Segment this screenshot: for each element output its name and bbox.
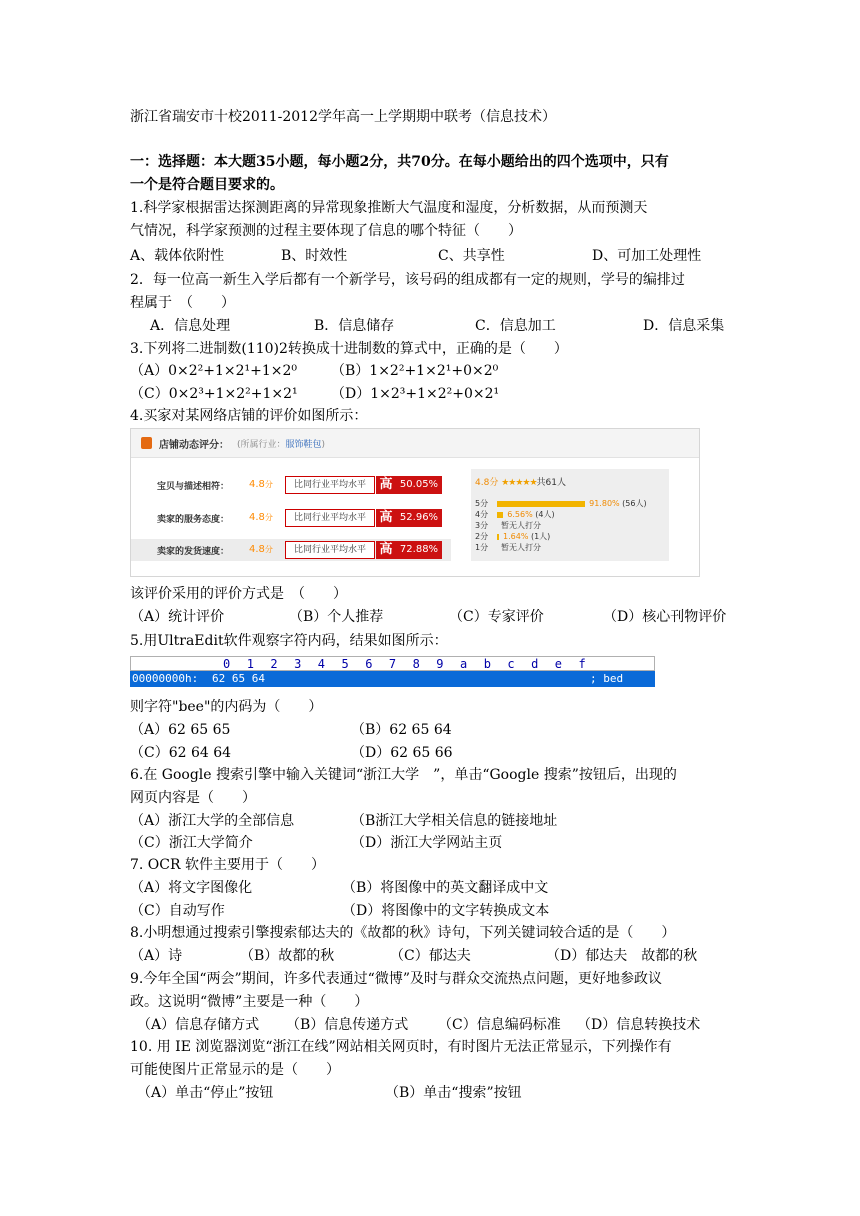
- hex-column-label: 6: [365, 657, 373, 671]
- ultraedit-figure: [130, 656, 655, 687]
- hex-column-label: a: [460, 657, 468, 671]
- question-9-option: （C）信息编码标准: [438, 1017, 561, 1033]
- question-1-stem: 气情况，科学家预测的过程主要体现了信息的哪个特征（ ）: [130, 223, 522, 239]
- question-1-option: C、共享性: [438, 248, 505, 264]
- industry-link: 服饰鞋包: [285, 440, 322, 450]
- hex-column-label: c: [507, 657, 515, 671]
- hex-column-label: e: [554, 657, 563, 671]
- question-4-option: （B）个人推荐: [289, 609, 384, 625]
- rating-label: 宝贝与描述相符：: [157, 482, 230, 492]
- question-1-option: D、可加工处理性: [592, 248, 702, 264]
- question-3-option: （C）0×2³+1×2²+1×2¹: [130, 386, 298, 402]
- distribution-text: 1.64% (1人): [503, 532, 551, 541]
- question-9-stem: 政。这说明“微博”主要是一种（ ）: [130, 994, 369, 1010]
- page-title: 浙江省瑞安市十校2011-2012学年高一上学期期中联考（信息技术）: [130, 109, 556, 125]
- question-8-option: （A）诗: [130, 948, 183, 964]
- question-7-stem: 7. OCR 软件主要用于（ ）: [130, 857, 325, 873]
- distribution-bar: [497, 501, 585, 507]
- rating-row: [131, 507, 451, 529]
- rating-score: 4.8分: [249, 544, 273, 555]
- compare-label: 比同行业平均水平: [285, 509, 375, 527]
- section-heading: 一：选择题：本大题35小题，每小题2分，共70分。在每小题给出的四个选项中，只有: [130, 154, 669, 170]
- distribution-bar: [497, 534, 499, 540]
- section-heading: 一个是符合题目要求的。: [130, 177, 284, 193]
- level-badge: 高: [376, 476, 396, 494]
- rating-score: 4.8分: [249, 512, 273, 523]
- question-8-stem: 8.小明想通过搜索引擎搜索郁达夫的《故都的秋》诗句，下列关键词较合适的是（ ）: [130, 925, 676, 941]
- rating-row: [131, 474, 451, 496]
- distribution-row: [475, 499, 665, 509]
- question-4-stem: 4.买家对某网络店铺的评价如图所示：: [130, 408, 368, 424]
- question-4-option: （D）核心刊物评价: [603, 609, 727, 625]
- distribution-label: 1分: [475, 543, 489, 552]
- question-3-option: （D）1×2³+1×2²+0×2¹: [331, 386, 500, 402]
- question-2-option: A．信息处理: [150, 318, 231, 334]
- question-4-option: （C）专家评价: [449, 609, 544, 625]
- question-7-option: （A）将文字图像化: [130, 880, 253, 896]
- distribution-row: [475, 521, 665, 531]
- question-2-option: C．信息加工: [475, 318, 556, 334]
- question-5-option: （D）62 65 66: [351, 745, 453, 761]
- question-1-option: B、时效性: [281, 248, 348, 264]
- level-badge: 高: [376, 509, 396, 527]
- question-2-option: B．信息储存: [314, 318, 395, 334]
- percent-badge: 72.88%: [396, 541, 442, 559]
- question-10-stem: 可能使图片正常显示的是（ ）: [130, 1062, 340, 1078]
- distribution-text: 91.80% (56人): [589, 499, 647, 508]
- question-5-option: （B）62 65 64: [351, 722, 452, 738]
- hex-column-label: 3: [294, 657, 302, 671]
- compare-label: 比同行业平均水平: [285, 476, 375, 494]
- hex-column-label: 1: [246, 657, 254, 671]
- hex-column-label: 8: [412, 657, 420, 671]
- question-9-stem: 9.今年全国“两会”期间，许多代表通过“微博”及时与群众交流热点问题，更好地参政议: [130, 971, 662, 987]
- hex-offset: 00000000h:: [132, 672, 199, 685]
- industry-label: (所属行业：服饰鞋包): [237, 440, 326, 450]
- distribution-label: 4分: [475, 510, 489, 519]
- rating-header: [131, 429, 699, 458]
- hex-column-header: [130, 656, 655, 671]
- question-5-option: （A）62 65 65: [130, 722, 231, 738]
- question-5-option: （C）62 64 64: [130, 745, 232, 761]
- distribution-text: 6.56% (4人): [507, 510, 555, 519]
- question-9-option: （A）信息存储方式: [137, 1017, 260, 1033]
- hex-column-label: 2: [270, 657, 278, 671]
- distribution-bar: [497, 512, 503, 518]
- question-10-option: （A）单击“停止”按钮: [137, 1085, 274, 1101]
- question-10-option: （B）单击“搜索”按钮: [385, 1085, 522, 1101]
- hex-column-label: 9: [436, 657, 444, 671]
- hex-data-row: [130, 671, 655, 687]
- percent-badge: 52.96%: [396, 509, 442, 527]
- question-9-option: （B）信息传递方式: [286, 1017, 409, 1033]
- question-7-option: （D）将图像中的文字转换成文本: [342, 903, 550, 919]
- score-distribution: [471, 469, 669, 561]
- question-5-stem: 5.用UltraEdit软件观察字符内码，结果如图所示：: [130, 633, 448, 649]
- question-3-stem: 3.下列将二进制数(110)2转换成十进制数的算式中，正确的是（ ）: [130, 341, 568, 357]
- hex-column-label: 4: [317, 657, 326, 671]
- question-2-option: D．信息采集: [643, 318, 725, 334]
- question-7-option: （C）自动写作: [130, 903, 225, 919]
- hex-column-label: 7: [388, 657, 397, 671]
- compare-label: 比同行业平均水平: [285, 541, 375, 559]
- question-3-option: （B）1×2²+1×2¹+0×2⁰: [331, 363, 499, 379]
- question-6-option: （A）浙江大学的全部信息: [130, 813, 295, 829]
- question-4-question: 该评价采用的评价方式是 （ ）: [130, 586, 347, 602]
- distribution-text: 暂无人打分: [501, 521, 541, 530]
- hex-text: ; bed: [590, 672, 624, 685]
- question-5-question: 则字符"bee"的内码为（ ）: [130, 699, 323, 715]
- distribution-label: 5分: [475, 499, 489, 508]
- distribution-row: [475, 543, 665, 553]
- question-8-option: （D）郁达夫 故都的秋: [546, 948, 698, 964]
- distribution-label: 3分: [475, 521, 489, 530]
- hex-column-label: d: [531, 657, 539, 671]
- question-4-option: （A）统计评价: [130, 609, 225, 625]
- hex-column-label: 5: [341, 657, 349, 671]
- hex-bytes: 62 65 64: [212, 672, 265, 685]
- rating-score: 4.8分: [249, 479, 273, 490]
- question-6-stem: 6.在 Google 搜索引擎中输入关键词“浙江大学 ”，单击“Google 搜索”按钮后，出现的: [130, 767, 677, 783]
- question-10-stem: 10. 用 IE 浏览器浏览“浙江在线”网站相关网页时，有时图片无法正常显示，下列操作有: [130, 1039, 672, 1055]
- rating-label: 卖家的发货速度：: [157, 547, 230, 557]
- question-2-stem: 2．每一位高一新生入学后都有一个新学号，该号码的组成都有一定的规则，学号的编排过: [130, 272, 685, 288]
- question-9-option: （D）信息转换技术: [577, 1017, 701, 1033]
- question-8-option: （B）故都的秋: [240, 948, 335, 964]
- summary-score: 4.8分 ★★★★★共61人: [475, 478, 566, 488]
- question-6-option: （C）浙江大学简介: [130, 835, 253, 851]
- hex-column-label: 0: [223, 657, 231, 671]
- question-6-option: （B浙江大学相关信息的链接地址: [351, 813, 558, 829]
- shop-icon: [141, 437, 152, 449]
- question-1-option: A、载体依附性: [130, 248, 225, 264]
- level-badge: 高: [376, 541, 396, 559]
- question-1-stem: 1.科学家根据雷达探测距离的异常现象推断大气温度和湿度，分析数据，从而预测天: [130, 200, 648, 216]
- percent-badge: 50.05%: [396, 476, 442, 494]
- question-6-stem: 网页内容是（ ）: [130, 790, 256, 806]
- rating-row: [131, 539, 451, 561]
- shop-rating-figure: [130, 428, 700, 577]
- distribution-row: [475, 510, 665, 520]
- hex-column-label: b: [483, 657, 491, 671]
- question-6-option: （D）浙江大学网站主页: [351, 835, 503, 851]
- question-7-option: （B）将图像中的英文翻译成中文: [342, 880, 549, 896]
- hex-column-label: f: [578, 657, 586, 671]
- question-8-option: （C）郁达夫: [390, 948, 471, 964]
- rating-title: 店铺动态评分：: [159, 440, 229, 451]
- star-icons: ★★★★★: [501, 478, 537, 488]
- question-3-option: （A）0×2²+1×2¹+1×2⁰: [130, 363, 298, 379]
- distribution-text: 暂无人打分: [501, 543, 541, 552]
- question-2-stem: 程属于 （ ）: [130, 295, 235, 311]
- rating-label: 卖家的服务态度：: [157, 515, 230, 525]
- distribution-row: [475, 532, 665, 542]
- distribution-label: 2分: [475, 532, 489, 541]
